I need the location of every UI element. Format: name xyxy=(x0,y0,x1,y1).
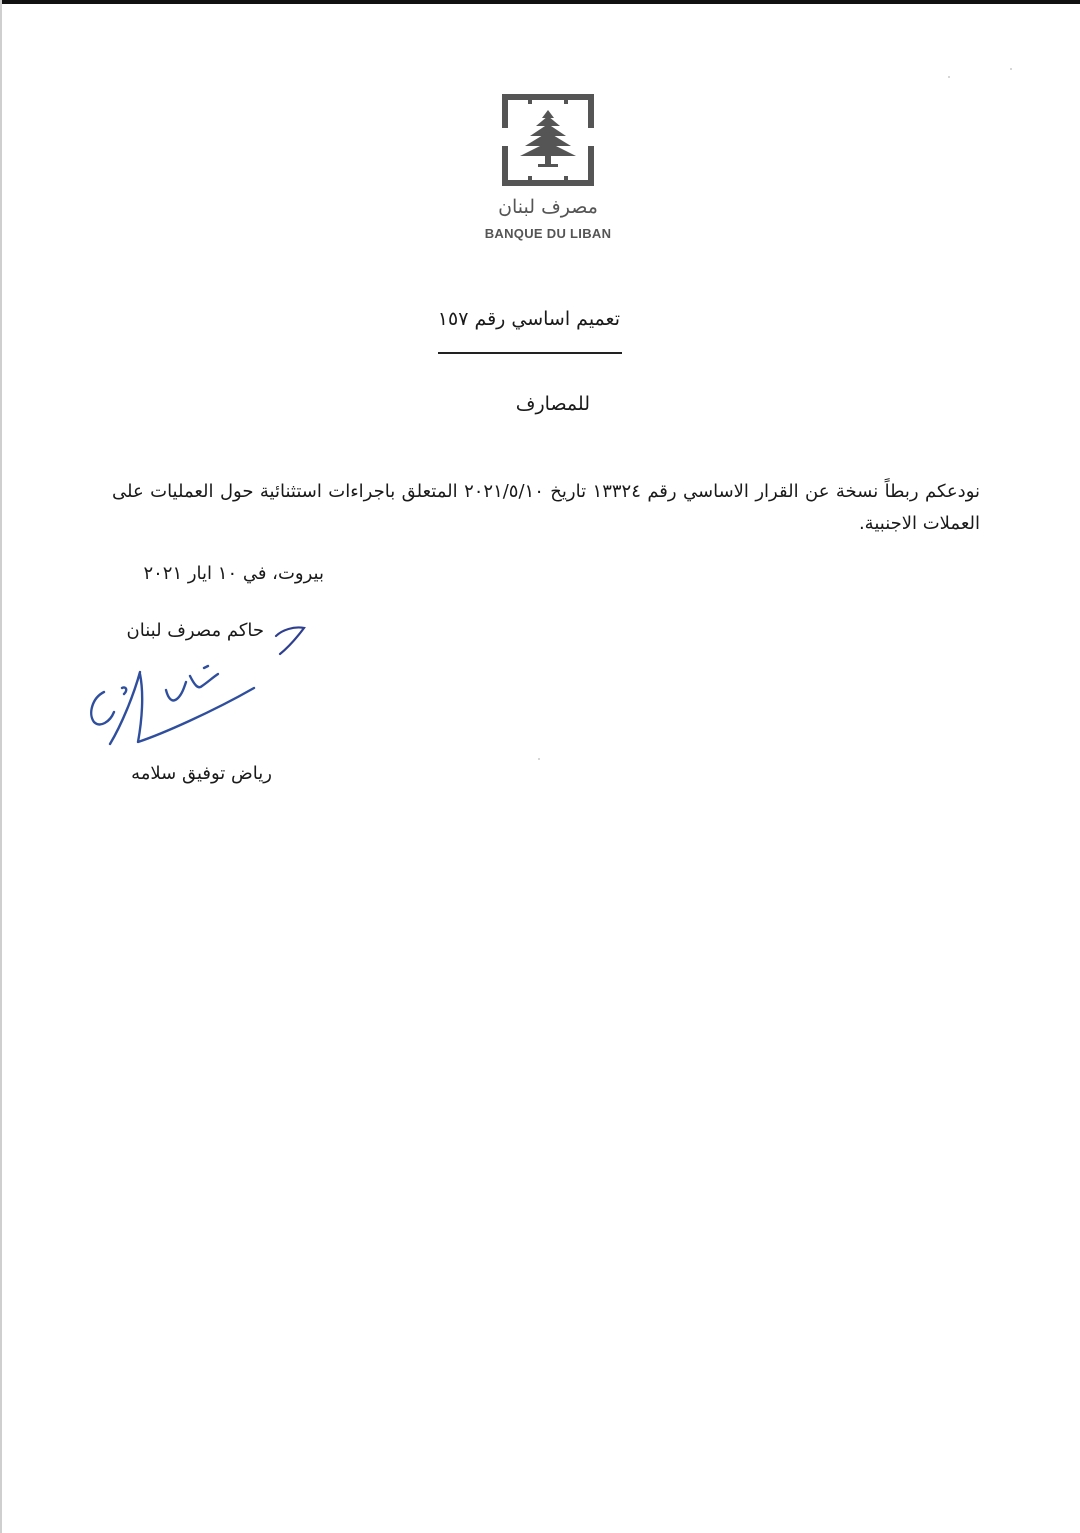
body-paragraph: نودعكم ربطاً نسخة عن القرار الاساسي رقم ١٣٣٢٤ تاريخ ٢٠٢١/٥/١٠ المتعلق باجراءات استثنائية حول العمليات على العملات الاجنبية. xyxy=(112,481,980,534)
cedar-tree-icon xyxy=(498,92,598,188)
scan-speck xyxy=(538,758,540,760)
bank-name-french: BANQUE DU LIBAN xyxy=(484,226,612,241)
date-line: بيروت، في ١٠ ايار ٢٠٢١ xyxy=(143,563,324,584)
title-underline xyxy=(438,352,622,354)
initial-mark-icon xyxy=(272,620,312,660)
bank-name-arabic: مصرف لبنان xyxy=(498,196,598,218)
page-left-border xyxy=(0,0,2,1533)
scan-speck xyxy=(1010,68,1012,70)
scan-speck xyxy=(948,76,950,78)
governor-name: رياض توفيق سلامه xyxy=(131,763,272,784)
page-top-border xyxy=(0,0,1080,4)
signature-icon xyxy=(82,664,266,752)
governor-title: حاكم مصرف لبنان xyxy=(126,620,264,641)
circular-title: تعميم اساسي رقم ١٥٧ xyxy=(437,308,620,330)
recipient-line: للمصارف xyxy=(515,393,590,415)
